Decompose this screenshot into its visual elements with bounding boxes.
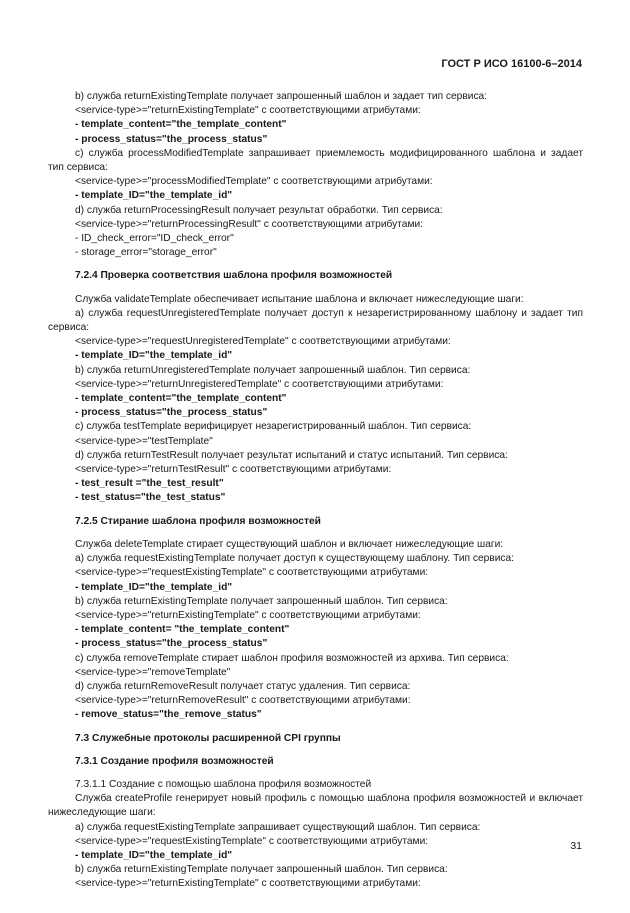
text-line: b) служба returnExistingTemplate получает запрошенный шаблон. Тип сервиса:	[75, 864, 448, 876]
page-number: 31	[570, 840, 582, 852]
text-line: a) служба requestExistingTemplate получает доступ к существующему шаблону. Тип сервиса:	[75, 553, 514, 565]
text-line: Служба deleteTemplate стирает существующий шаблон и включает нижеследующие шаги:	[75, 538, 504, 550]
section-heading: 7.3.1 Создание профиля возможностей	[75, 755, 274, 767]
text-line: c) служба removeTemplate стирает шаблон профиля возможностей из архива. Тип сервиса:	[75, 652, 509, 664]
section-heading: 7.3 Служебные протоколы расширенной CPI группы	[75, 732, 341, 744]
section-heading: 7.2.4 Проверка соответствия шаблона профиля возможностей	[75, 270, 393, 282]
text-line: <service-type>="requestExistingTemplate" с соответствующими атрибутами:	[75, 835, 429, 847]
text-line: - process_status="the_process_status"	[75, 133, 268, 145]
section-heading: 7.2.5 Стирание шаблона профиля возможностей	[75, 515, 321, 527]
text-line: - template_ID="the_template_id"	[75, 350, 233, 362]
spacer	[48, 284, 583, 293]
text-line: - ID_check_error="ID_check_error"	[75, 233, 234, 245]
text-line: <service-type>="requestUnregisteredTemplate" с соответствующими атрибутами:	[75, 336, 451, 348]
text-line: 7.3.1.1 Создание с помощью шаблона профиля возможностей	[75, 778, 372, 790]
text-line: b) служба returnUnregisteredTemplate получает запрошенный шаблон. Тип сервиса:	[75, 364, 471, 376]
text-line: <service-type>="returnExistingTemplate" с соответствующими атрибутами:	[75, 878, 421, 890]
text-line: a) служба requestUnregisteredTemplate получает доступ к незарегистрированному шаблону и задает тип сервиса:	[48, 307, 583, 334]
text-line: b) служба returnExistingTemplate получает запрошенный шаблон. Тип сервиса:	[75, 595, 448, 607]
text-line: <service-type>="returnRemoveResult" с соответствующими атрибутами:	[75, 695, 411, 707]
text-line: a) служба requestExistingTemplate запрашивает существующий шаблон. Тип сервиса:	[75, 821, 481, 833]
spacer	[48, 769, 583, 778]
text-line: - template_content="the_template_content"	[75, 393, 287, 405]
text-line: <service-type>="returnExistingTemplate" с соответствующими атрибутами:	[75, 609, 421, 621]
text-line: d) служба returnTestResult получает результат испытаний и статус испытаний. Тип сервиса:	[75, 449, 508, 461]
text-line: d) служба returnRemoveResult получает статус удаления. Тип сервиса:	[75, 680, 411, 692]
text-line: - template_ID="the_template_id"	[75, 581, 233, 593]
spacer	[48, 260, 583, 269]
spacer	[48, 746, 583, 755]
text-line: Служба createProfile генерирует новый профиль с помощью шаблона профиля возможностей и включает нижеследующие шаги:	[48, 793, 583, 819]
spacer	[48, 723, 583, 732]
text-line: - remove_status="the_remove_status"	[75, 709, 262, 721]
text-line: - template_ID="the_template_id"	[75, 190, 233, 202]
text-line: - test_status="the_test_status"	[75, 492, 226, 504]
text-line: <service-type>="returnExistingTemplate" с соответствующими атрибутами:	[75, 105, 421, 117]
text-line: - process_status="the_process_status"	[75, 638, 268, 650]
text-line: <service-type>="returnTestResult" с соответствующими атрибутами:	[75, 464, 392, 476]
text-line: b) служба returnExistingTemplate получает запрошенный шаблон и задает тип сервиса:	[75, 91, 488, 102]
text-line: <service-type>="requestExistingTemplate" с соответствующими атрибутами:	[75, 567, 429, 579]
text-line: <service-type>="processModifiedTemplate" с соответствующими атрибутами:	[75, 176, 433, 188]
text-line: <service-type>="testTemplate"	[75, 435, 213, 447]
text-line: - template_ID="the_template_id"	[75, 849, 233, 861]
text-line: - template_content="the_template_content"	[75, 119, 287, 131]
text-line: - test_result ="the_test_result"	[75, 478, 224, 490]
text-line: <service-type>="removeTemplate"	[75, 666, 231, 678]
text-line: c) служба processModifiedTemplate запрашивает приемлемость модифицированного шаблона и задает тип сервиса:	[48, 147, 583, 174]
document-body	[48, 90, 583, 892]
text-line: - storage_error="storage_error"	[75, 247, 217, 259]
text-line: - process_status="the_process_status"	[75, 407, 268, 419]
document-header: ГОСТ Р ИСО 16100-6–2014	[441, 58, 582, 70]
text-line: - template_content= "the_template_content"	[75, 624, 290, 636]
text-line: <service-type>="returnUnregisteredTemplate" с соответствующими атрибутами:	[75, 378, 444, 390]
text-line: d) служба returnProcessingResult получает результат обработки. Тип сервиса:	[75, 204, 443, 216]
text-line: Служба validateTemplate обеспечивает испытание шаблона и включает нижеследующие шаги:	[75, 293, 524, 305]
text-line: <service-type>="returnProcessingResult" с соответствующими атрибутами:	[75, 218, 423, 230]
spacer	[48, 529, 583, 538]
text-line: c) служба testTemplate верифицирует незарегистрированный шаблон. Тип сервиса:	[75, 421, 472, 433]
spacer	[48, 506, 583, 515]
